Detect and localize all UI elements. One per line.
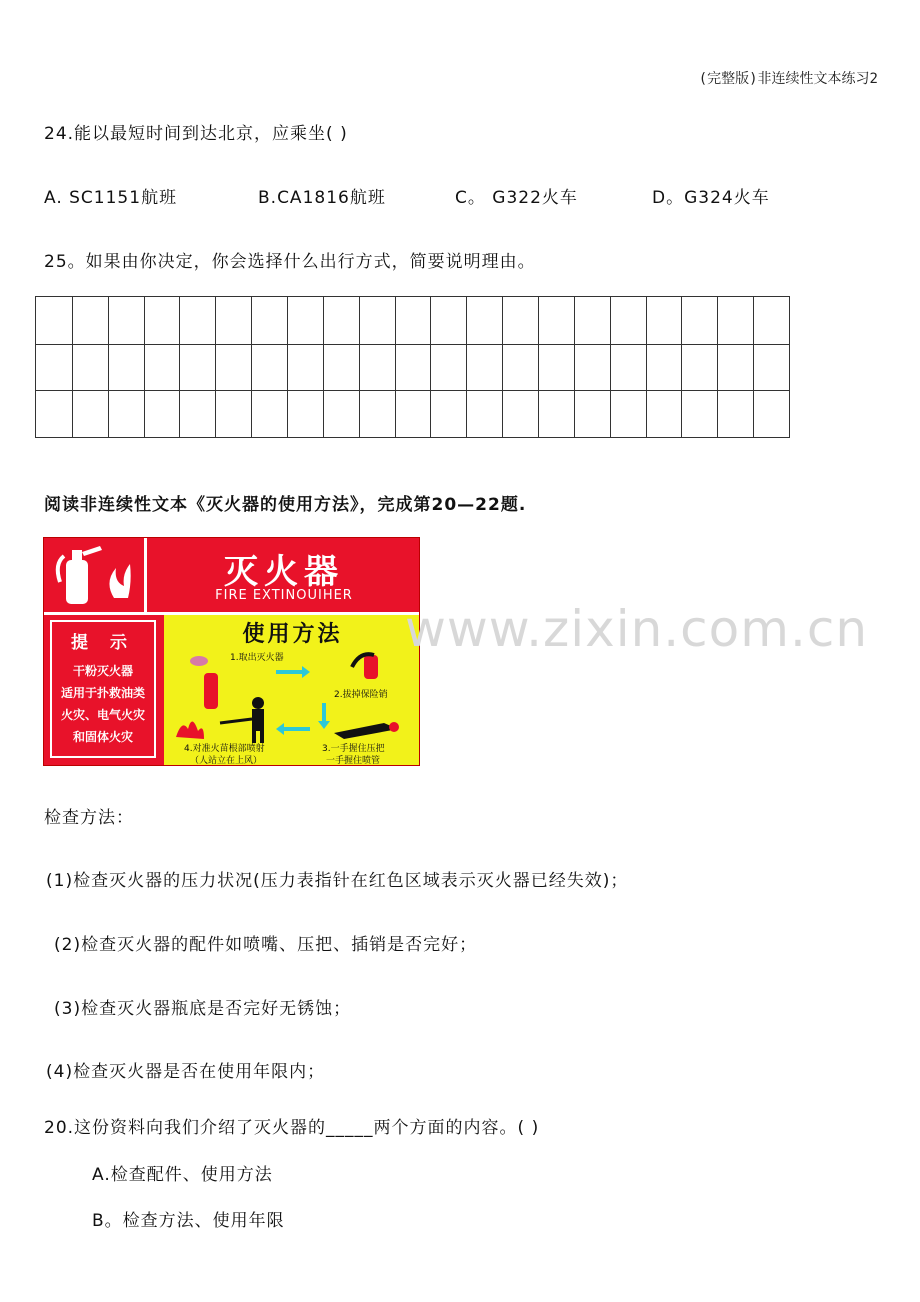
check-item: (3)检查灭火器瓶底是否完好无锈蚀；: [54, 999, 352, 1019]
extinguisher-icon-area: [44, 538, 144, 612]
grid-column-line: [681, 297, 682, 437]
reading-instruction: 阅读非连续性文本《灭火器的使用方法》，完成第20—22题.: [44, 495, 527, 515]
watermark: www.zixin.com.cn: [405, 600, 869, 658]
grid-column-line: [395, 297, 396, 437]
grid-column-line: [610, 297, 611, 437]
grid-column-line: [287, 297, 288, 437]
grid-column-line: [359, 297, 360, 437]
question-25: 25。如果由你决定，你会选择什么出行方式，简要说明理由。: [44, 252, 536, 272]
tip-line: 和固体火灾: [72, 730, 133, 744]
fire-extinguisher-poster: [43, 537, 420, 766]
q24-option-d: D。G324火车: [652, 188, 770, 208]
usage-panel: [164, 615, 420, 766]
grid-column-line: [215, 297, 216, 437]
extinguisher-icon: [44, 538, 144, 612]
q20-option-b: B。检查方法、使用年限: [92, 1211, 285, 1231]
check-heading: 检查方法：: [44, 808, 134, 828]
poster-subtitle: FIRE EXTINOUIHER: [215, 588, 353, 603]
step-2: 2.拔掉保险销: [334, 690, 388, 700]
check-item: (2)检查灭火器的配件如喷嘴、压把、插销是否完好；: [54, 935, 478, 955]
grid-column-line: [72, 297, 73, 437]
question-20: 20.这份资料向我们介绍了灭火器的_____两个方面的内容。( ): [44, 1118, 540, 1138]
usage-title: 使用方法: [242, 622, 343, 647]
q20-option-a: A.检查配件、使用方法: [92, 1165, 273, 1185]
q24-option-c: C。 G322火车: [455, 188, 578, 208]
tip-heading: 提 示: [71, 633, 135, 653]
tip-line: 火灾、电气火灾: [60, 708, 145, 722]
step-3: 3.一手握住压把: [322, 744, 385, 754]
q24-option-b: B.CA1816航班: [258, 188, 386, 208]
answer-grid: [35, 296, 790, 438]
grid-column-line: [251, 297, 252, 437]
question-24: 24.能以最短时间到达北京，应乘坐( ): [44, 124, 348, 144]
grid-column-line: [144, 297, 145, 437]
grid-column-line: [646, 297, 647, 437]
grid-column-line: [502, 297, 503, 437]
grid-column-line: [538, 297, 539, 437]
grid-column-line: [323, 297, 324, 437]
grid-column-line: [430, 297, 431, 437]
grid-row-line: [36, 390, 789, 391]
tip-box: [50, 620, 156, 758]
grid-column-line: [466, 297, 467, 437]
step-3-continued: 一手握住喷管: [326, 756, 381, 766]
poster-title: 灭火器: [224, 552, 344, 592]
check-item: (4)检查灭火器是否在使用年限内；: [46, 1062, 326, 1082]
step-4-note: （人站立在上风）: [190, 756, 263, 766]
grid-column-line: [574, 297, 575, 437]
tip-line: 适用于扑救油类: [60, 686, 145, 700]
grid-column-line: [717, 297, 718, 437]
grid-column-line: [753, 297, 754, 437]
q24-option-a: A. SC1151航班: [44, 188, 178, 208]
grid-column-line: [108, 297, 109, 437]
grid-column-line: [179, 297, 180, 437]
check-item: (1)检查灭火器的压力状况(压力表指针在红色区域表示灭火器已经失效)；: [46, 871, 629, 891]
step-1: 1.取出灭火器: [230, 653, 284, 663]
document-header: (完整版)非连续性文本练习2: [698, 71, 878, 87]
grid-row-line: [36, 344, 789, 345]
step-4: 4.对准火苗根部喷射: [184, 744, 265, 754]
tip-line: 干粉灭火器: [72, 664, 133, 678]
